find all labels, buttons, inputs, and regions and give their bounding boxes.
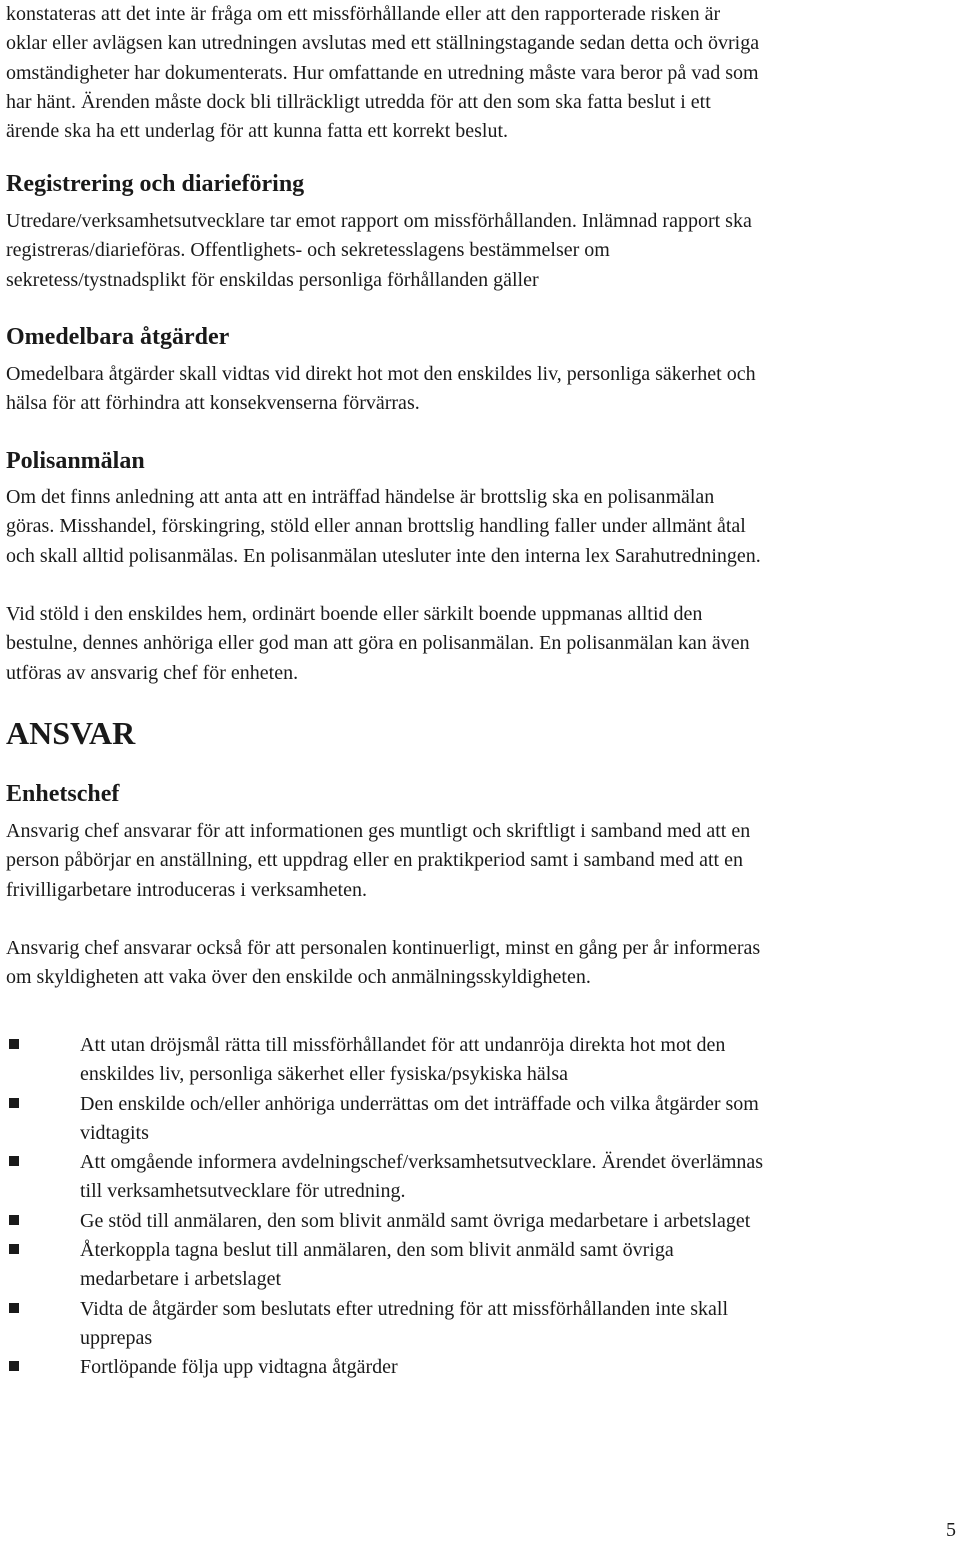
- text-line: har hänt. Ärenden måste dock bli tillräckligt utredda för att den som ska fatta beslut i ett: [6, 90, 711, 113]
- list-item: [6, 1295, 763, 1354]
- polisanmalan-paragraph-1: [6, 483, 761, 571]
- text-line: sekretess/tystnadsplikt för enskildas personliga förhållanden gäller: [6, 268, 539, 291]
- page-number: 5: [946, 1519, 956, 1541]
- text-line: Om det finns anledning att anta att en inträffad händelse är brottslig ska en polisanmälan: [6, 486, 715, 508]
- text-line: registreras/diarieföras. Offentlighets- och sekretesslagens bestämmelser om: [6, 239, 610, 262]
- section-heading-polisanmalan: Polisanmälan: [6, 448, 145, 474]
- text-line: bestulne, dennes anhöriga eller god man att göra en polisanmälan. En polisanmälan kan även: [6, 632, 750, 655]
- text-line: enskildes liv, personliga säkerhet eller fysiska/psykiska hälsa: [80, 1063, 569, 1086]
- registrering-paragraph: [6, 207, 752, 295]
- text-line: och skall alltid polisanmälas. En polisanmälan utesluter inte den interna lex Sarahutredningen.: [6, 544, 761, 567]
- polisanmalan-paragraph-2: [6, 600, 750, 688]
- text-line: frivilligarbetare introduceras i verksamheten.: [6, 878, 367, 901]
- section-heading-enhetschef: Enhetschef: [6, 781, 120, 807]
- list-item: [6, 1148, 763, 1207]
- intro-paragraph: [6, 0, 759, 146]
- responsibility-list: [6, 1031, 763, 1383]
- square-bullet-icon: [9, 1098, 19, 1108]
- section-heading-registrering: Registrering och diarieföring: [6, 171, 305, 197]
- square-bullet-icon: [9, 1361, 19, 1371]
- text-line: göras. Misshandel, förskingring, stöld eller annan brottslig handling faller under allmänt åtal: [6, 515, 746, 538]
- list-item: [6, 1207, 763, 1236]
- square-bullet-icon: [9, 1244, 19, 1254]
- square-bullet-icon: [9, 1215, 19, 1225]
- section-heading-ansvar: ANSVAR: [6, 715, 136, 751]
- text-line: konstateras att det inte är fråga om ett missförhållande eller att den rapporterade risken är: [6, 3, 721, 25]
- text-line: person påbörjar en anställning, ett uppdrag eller en praktikperiod samt i samband med att en: [6, 849, 743, 872]
- text-line: medarbetare i arbetslaget: [80, 1268, 281, 1291]
- text-line: ärende ska ha ett underlag för att kunna fatta ett korrekt beslut.: [6, 120, 509, 143]
- text-line: utföras av ansvarig chef för enheten.: [6, 661, 299, 684]
- square-bullet-icon: [9, 1039, 19, 1049]
- text-line: Fortlöpande följa upp vidtagna åtgärder: [80, 1356, 398, 1379]
- text-line: till verksamhetsutvecklare för utredning.: [80, 1180, 406, 1203]
- square-bullet-icon: [9, 1156, 19, 1166]
- text-line: Återkoppla tagna beslut till anmälaren, den som blivit anmäld samt övriga: [80, 1239, 674, 1262]
- list-item: [6, 1090, 763, 1149]
- enhetschef-paragraph-1: [6, 817, 750, 905]
- section-heading-omedelbara: Omedelbara åtgärder: [6, 324, 230, 350]
- text-line: hälsa för att förhindra att konsekvenserna förvärras.: [6, 392, 420, 415]
- text-line: omständigheter har dokumenterats. Hur omfattande en utredning måste vara beror på vad som: [6, 61, 759, 84]
- text-line: Att utan dröjsmål rätta till missförhållandet för att undanröja direkta hot mot den: [80, 1034, 726, 1056]
- text-line: Vid stöld i den enskildes hem, ordinärt boende eller särkilt boende uppmanas alltid den: [6, 603, 703, 625]
- text-line: Ansvarig chef ansvarar för att informationen ges muntligt och skriftligt i samband med att en: [6, 820, 751, 842]
- text-line: upprepas: [80, 1326, 153, 1349]
- text-line: Ansvarig chef ansvarar också för att personalen kontinuerligt, minst en gång per år informeras: [6, 937, 761, 959]
- text-line: Att omgående informera avdelningschef/verksamhetsutvecklare. Ärendet överlämnas: [80, 1151, 764, 1174]
- list-item: [6, 1353, 763, 1382]
- text-line: Utredare/verksamhetsutvecklare tar emot rapport om missförhållanden. Inlämnad rapport ska: [6, 210, 752, 232]
- list-item: [6, 1031, 763, 1090]
- square-bullet-icon: [9, 1303, 19, 1313]
- omedelbara-paragraph: [6, 360, 756, 419]
- text-line: Vidta de åtgärder som beslutats efter utredning för att missförhållanden inte skall: [80, 1297, 729, 1320]
- enhetschef-paragraph-2: [6, 934, 760, 993]
- text-line: Den enskilde och/eller anhöriga underrättas om det inträffade och vilka åtgärder som: [80, 1092, 759, 1115]
- text-line: om skyldigheten att vaka över den enskilde och anmälningsskyldigheten.: [6, 966, 591, 989]
- text-line: oklar eller avlägsen kan utredningen avslutas med ett ställningstagande sedan detta och övriga: [6, 32, 760, 55]
- list-item: [6, 1236, 763, 1295]
- text-line: Omedelbara åtgärder skall vidtas vid direkt hot mot den enskildes liv, personliga säkerhet och: [6, 363, 756, 385]
- text-line: Ge stöd till anmälaren, den som blivit anmäld samt övriga medarbetare i arbetslaget: [80, 1209, 751, 1232]
- text-line: vidtagits: [80, 1121, 149, 1144]
